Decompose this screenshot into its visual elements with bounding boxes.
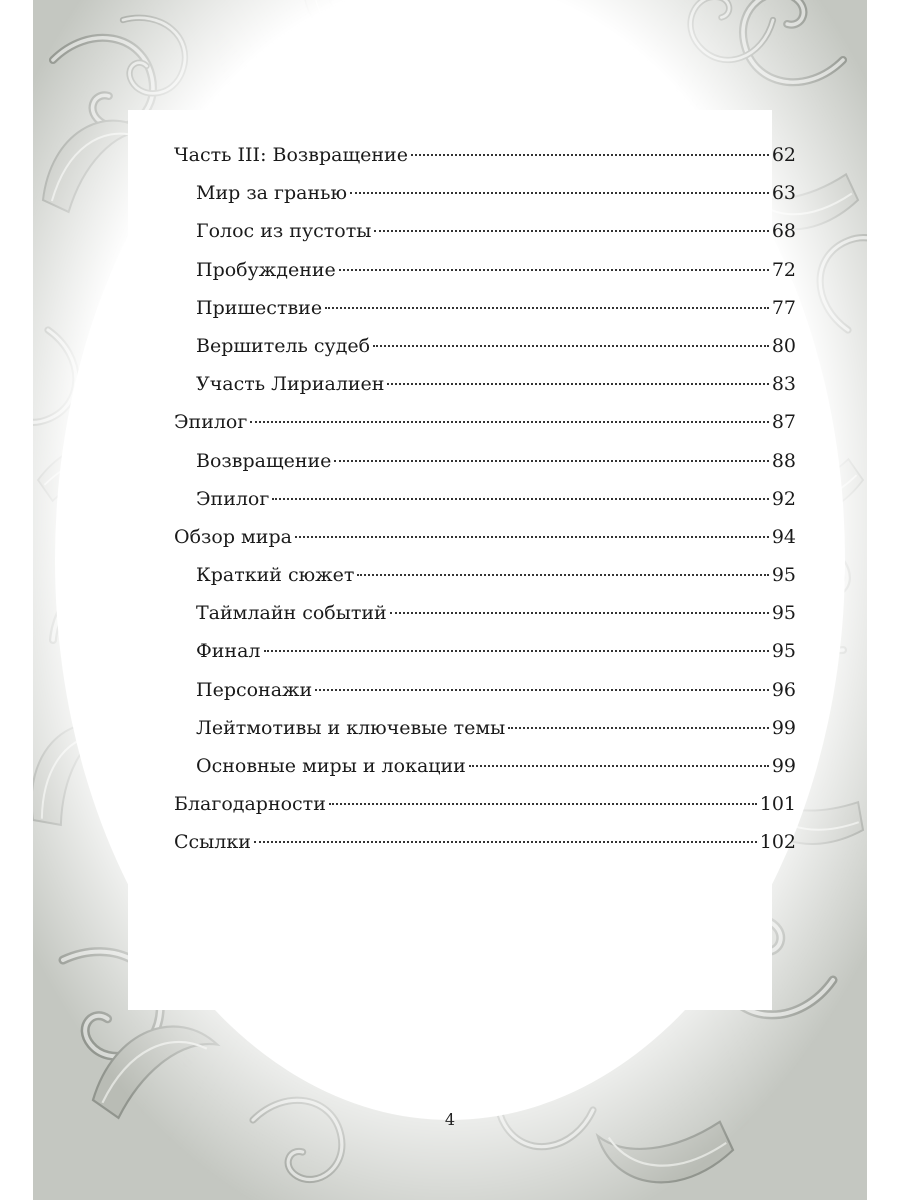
toc-entry-title: Благодарности	[174, 793, 326, 816]
toc-dot-leader	[373, 345, 769, 347]
toc-entry-title: Обзор мира	[174, 525, 292, 548]
toc-entry[interactable]	[174, 827, 796, 865]
toc-dot-leader	[350, 192, 769, 194]
toc-entry-page: 99	[771, 755, 796, 777]
toc-entry-title: Краткий сюжет	[196, 564, 355, 587]
toc-entry-page: 83	[771, 373, 796, 396]
toc-entry-page: 95	[771, 640, 796, 663]
toc-entry-title: Мир за гранью	[196, 182, 348, 205]
toc-entry-page: 95	[771, 564, 796, 587]
toc-entry-page: 92	[771, 487, 796, 510]
toc-entry[interactable]	[174, 216, 796, 254]
toc-dot-leader	[254, 841, 757, 843]
toc-entry-page: 95	[771, 602, 796, 625]
toc-entry-title: Эпилог	[174, 411, 248, 434]
toc-dot-leader	[374, 230, 768, 232]
toc-entry-page: 80	[771, 334, 796, 357]
toc-entry-title: Персонажи	[196, 678, 313, 701]
toc-dot-leader	[315, 689, 769, 691]
toc-entry-title: Вершитель судеб	[196, 334, 371, 357]
toc-entry-title: Пробуждение	[196, 258, 336, 281]
toc-dot-leader	[295, 536, 769, 538]
toc-dot-leader	[264, 650, 769, 652]
toc-entry-page: 88	[771, 449, 796, 472]
toc-dot-leader	[325, 307, 769, 309]
toc-entry[interactable]	[174, 751, 796, 789]
toc-entry-title: Финал	[196, 640, 261, 663]
table-of-contents	[174, 140, 796, 866]
toc-entry-title: Часть III: Возвращение	[174, 144, 408, 166]
toc-entry[interactable]	[174, 522, 796, 560]
toc-entry[interactable]	[174, 407, 796, 445]
toc-entry[interactable]	[174, 140, 796, 178]
toc-dot-leader	[387, 383, 768, 385]
toc-entry-page: 102	[759, 831, 796, 854]
toc-dot-leader	[334, 460, 768, 462]
toc-entry[interactable]	[174, 369, 796, 407]
toc-dot-leader	[272, 498, 768, 500]
toc-dot-leader	[411, 154, 769, 156]
toc-entry[interactable]	[174, 446, 796, 484]
toc-entry[interactable]	[174, 255, 796, 293]
toc-dot-leader	[329, 803, 757, 805]
toc-entry-title: Голос из пустоты	[196, 220, 372, 243]
toc-dot-leader	[250, 421, 768, 423]
toc-entry-title: Ссылки	[174, 831, 251, 854]
toc-entry[interactable]	[174, 675, 796, 713]
toc-entry[interactable]	[174, 331, 796, 369]
toc-entry-page: 99	[771, 716, 796, 739]
toc-entry-page: 87	[771, 411, 796, 434]
toc-entry-title: Участь Лириалиен	[196, 373, 385, 396]
toc-entry[interactable]	[174, 713, 796, 751]
toc-entry-title: Таймлайн событий	[196, 602, 387, 625]
toc-entry-title: Возвращение	[196, 449, 332, 472]
toc-entry-page: 68	[771, 220, 796, 243]
toc-entry-page: 96	[771, 678, 796, 701]
toc-entry-title: Лейтмотивы и ключевые темы	[196, 716, 506, 739]
toc-entry[interactable]	[174, 636, 796, 674]
toc-entry[interactable]	[174, 178, 796, 216]
toc-entry[interactable]	[174, 560, 796, 598]
page-number: 4	[444, 1110, 456, 1129]
toc-dot-leader	[357, 574, 768, 576]
toc-dot-leader	[339, 269, 769, 271]
toc-dot-leader	[508, 727, 769, 729]
toc-entry-title: Пришествие	[196, 296, 323, 319]
toc-entry-page: 62	[771, 144, 796, 166]
toc-entry-title: Эпилог	[196, 487, 270, 510]
toc-entry-title: Основные миры и локации	[196, 755, 466, 777]
toc-entry-page: 101	[759, 793, 796, 816]
toc-entry[interactable]	[174, 598, 796, 636]
toc-entry[interactable]	[174, 484, 796, 522]
toc-dot-leader	[390, 612, 769, 614]
toc-entry-page: 63	[771, 182, 796, 205]
toc-entry-page: 77	[771, 296, 796, 319]
toc-entry[interactable]	[174, 293, 796, 331]
toc-entry[interactable]	[174, 789, 796, 827]
toc-dot-leader	[469, 765, 769, 767]
toc-entry-page: 94	[771, 525, 796, 548]
toc-entry-page: 72	[771, 258, 796, 281]
